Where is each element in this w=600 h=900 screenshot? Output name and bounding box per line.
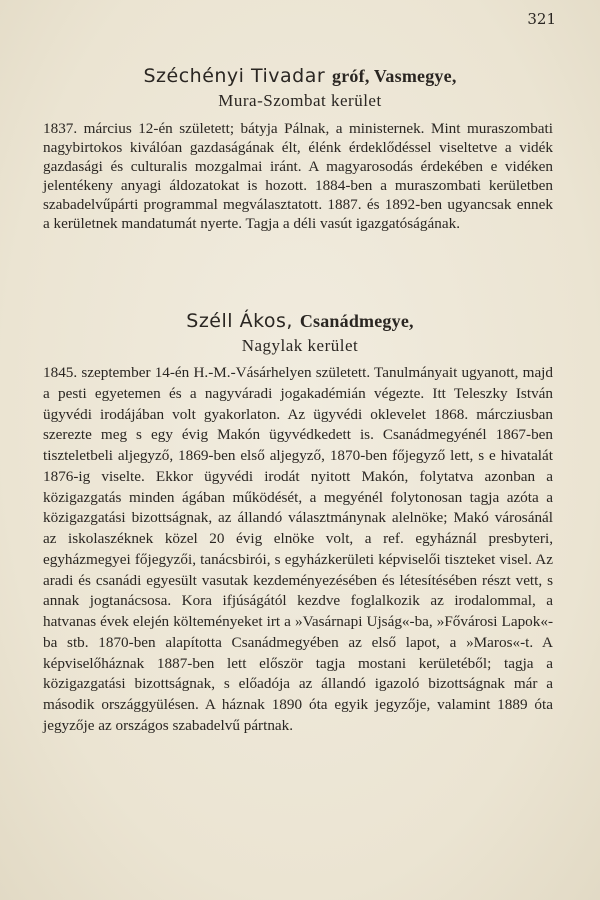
entry-paragraph: 1845. szeptember 14-én H.-M.-Vásárhelyen született. Tanulmányait ugyanott, majd a pesti egyetemen és a nagyváradi jogakadémián végezte. Itt Teleszky István ügyvédi irodájában volt gyakorlaton. Az ügyvédi oklevelet 1868. márcziusban szerezte meg s egy évig Makón ügyvédkedett is. Csanádmegyénél 1867-ben tiszteletbeli aljegyző, 1869-ben első aljegyző, 1870-ben főjegyző lett, s e hivatalát 1876-ig viselte. Ekkor ügyvédi irodát nyitott Makón, folytatva azonban a közigazgatás minden ágában működését, a megyénél folytonosan tagja azóta a közigazgatási bizottságnak, az állandó választmánynak alelnöke; Makó városánál az iskolaszéknek közel 20 évig elnöke volt, a ref. egyháznál presbyteri, egyházmegyei főjegyzői, tanácsbirói, s egyházkerületi képviselői tiszteket visel. Az aradi és csanádi egyesült vasutak kezdeményezésében és létesítésében részt vett, s annak jogtanácsosa. Kora ifjúságától kezdve foglalkozik az irodalommal, a hatvanas évek elején költeményeket irt a »Vasárnapi Ujság«-ba, »Fővárosi Lapok«-ba stb. 1870-ben alapította Csanádmegyében az első lapot, a »Maros«-t. A képviselőháznak 1887-ben lett először tagja mostani kerületéből; tagja a közigazgatási bizottságnak, s előadója az állandó igazoló bizottságnak már a második országgyülésen. A háznak 1890 óta egyik jegyzője, valamint 1889 óta jegyzője az országos szabadelvű pártnak. [43, 364, 553, 734]
entry-heading [0, 309, 600, 357]
entry-name: Széll Ákos, [186, 310, 293, 332]
page-number: 321 [527, 10, 556, 28]
entry-name: Széchényi Tivadar [143, 65, 326, 87]
entry-district: Nagylak kerület [241, 336, 359, 355]
entry-heading [0, 64, 600, 112]
entry-title [0, 64, 600, 88]
entry-title [0, 309, 600, 333]
entry-district: Mura-Szombat kerület [218, 91, 382, 110]
entry-paragraph: 1837. március 12-én született; bátyja Pálnak, a ministernek. Mint muraszombati nagybirtokos kiválóan gazdaságának élt, élénk érdeklődéssel viseltetve a vidék gazdasági és culturalis mozgalmai iránt. A magyarosodás érdekében e vidéken jelentékeny anyagi áldozatokat is hozott. 1884-ben a muraszombati kerületben szabadelvűpárti programmal megválasztatott. 1887. és 1892-ben ugyancsak ennek a kerületnek mandatumát nyerte. Tagja a déli vasút igazgatóságának. [43, 120, 553, 232]
entry-body [43, 363, 553, 737]
entry-county: Csanádmegye, [299, 311, 414, 331]
entry-county: gróf, Vasmegye, [332, 66, 457, 86]
entry-body [43, 120, 553, 233]
